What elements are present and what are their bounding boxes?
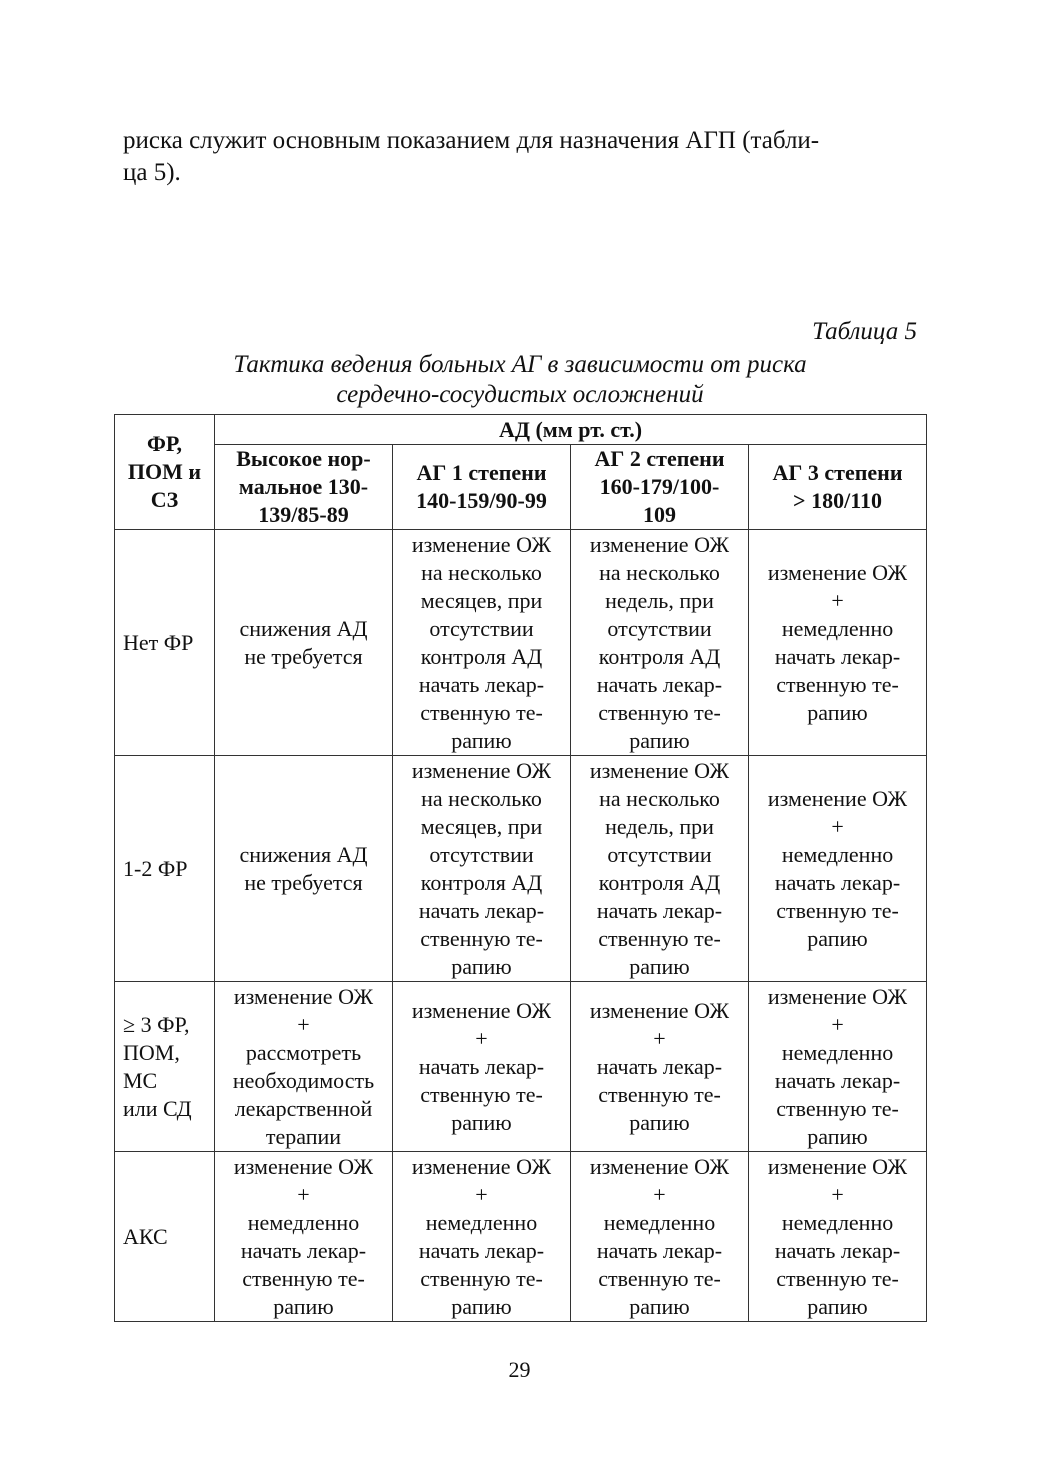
table-cell: изменение ОЖ + начать лекар- ственную те- рапию <box>393 982 571 1152</box>
table-cell: изменение ОЖ + немедленно начать лекар- ственную те- рапию <box>393 1152 571 1322</box>
table-cell: изменение ОЖ + начать лекар- ственную те- рапию <box>571 982 749 1152</box>
intro-line-2: ца 5). <box>123 159 181 186</box>
table-cell: снижения АД не требуется <box>215 756 393 982</box>
table-cell: изменение ОЖ + немедленно начать лекар- ственную те- рапию <box>749 1152 927 1322</box>
bp-group-header: АД (мм рт. ст.) <box>215 415 927 445</box>
table-cell: изменение ОЖ + немедленно начать лекар- ственную те- рапию <box>215 1152 393 1322</box>
table-cell: изменение ОЖ + немедленно начать лекар- ственную те- рапию <box>749 982 927 1152</box>
column-header-ag3: АГ 3 степени > 180/110 <box>749 445 927 530</box>
table-row <box>115 1152 927 1322</box>
table-cell: изменение ОЖ + немедленно начать лекар- ственную те- рапию <box>571 1152 749 1322</box>
table-cell: снижения АД не требуется <box>215 530 393 756</box>
row-label: Нет ФР <box>115 530 215 756</box>
table-cell: изменение ОЖ + немедленно начать лекар- ственную те- рапию <box>749 756 927 982</box>
table-cell: изменение ОЖ + немедленно начать лекар- ственную те- рапию <box>749 530 927 756</box>
table-row <box>115 530 927 756</box>
column-header-ag1: АГ 1 степени 140-159/90-99 <box>393 445 571 530</box>
table-row <box>115 982 927 1152</box>
table-cell: изменение ОЖ на несколько месяцев, при отсутствии контроля АД начать лекар- ственную те- рапию <box>393 756 571 982</box>
row-label: ≥ 3 ФР, ПОМ, МС или СД <box>115 982 215 1152</box>
header-row-2 <box>115 445 927 530</box>
table-title <box>114 350 926 410</box>
risk-tactics-table <box>114 414 927 1322</box>
page-number: 29 <box>508 1357 531 1382</box>
table-row <box>115 756 927 982</box>
corner-header: ФР, ПОМ и СЗ <box>115 415 215 530</box>
table-title-line-1: Тактика ведения больных АГ в зависимости от риска <box>233 351 807 378</box>
column-header-high-normal: Высокое нор- мальное 130- 139/85-89 <box>215 445 393 530</box>
table-title-line-2: сердечно-сосудистых осложнений <box>336 381 704 408</box>
table-label: Таблица 5 <box>812 318 917 345</box>
header-row-1 <box>115 415 927 445</box>
intro-line-1: риска служит основным показанием для назначения АГП (табли- <box>123 127 820 154</box>
table-cell: изменение ОЖ на несколько месяцев, при отсутствии контроля АД начать лекар- ственную те- рапию <box>393 530 571 756</box>
column-header-ag2: АГ 2 степени 160-179/100- 109 <box>571 445 749 530</box>
table-cell: изменение ОЖ на несколько недель, при отсутствии контроля АД начать лекар- ственную те- рапию <box>571 756 749 982</box>
table-cell: изменение ОЖ + рассмотреть необходимость лекарственной терапии <box>215 982 393 1152</box>
row-label: 1-2 ФР <box>115 756 215 982</box>
intro-paragraph <box>123 125 920 189</box>
row-label: АКС <box>115 1152 215 1322</box>
table-cell: изменение ОЖ на несколько недель, при отсутствии контроля АД начать лекар- ственную те- рапию <box>571 530 749 756</box>
